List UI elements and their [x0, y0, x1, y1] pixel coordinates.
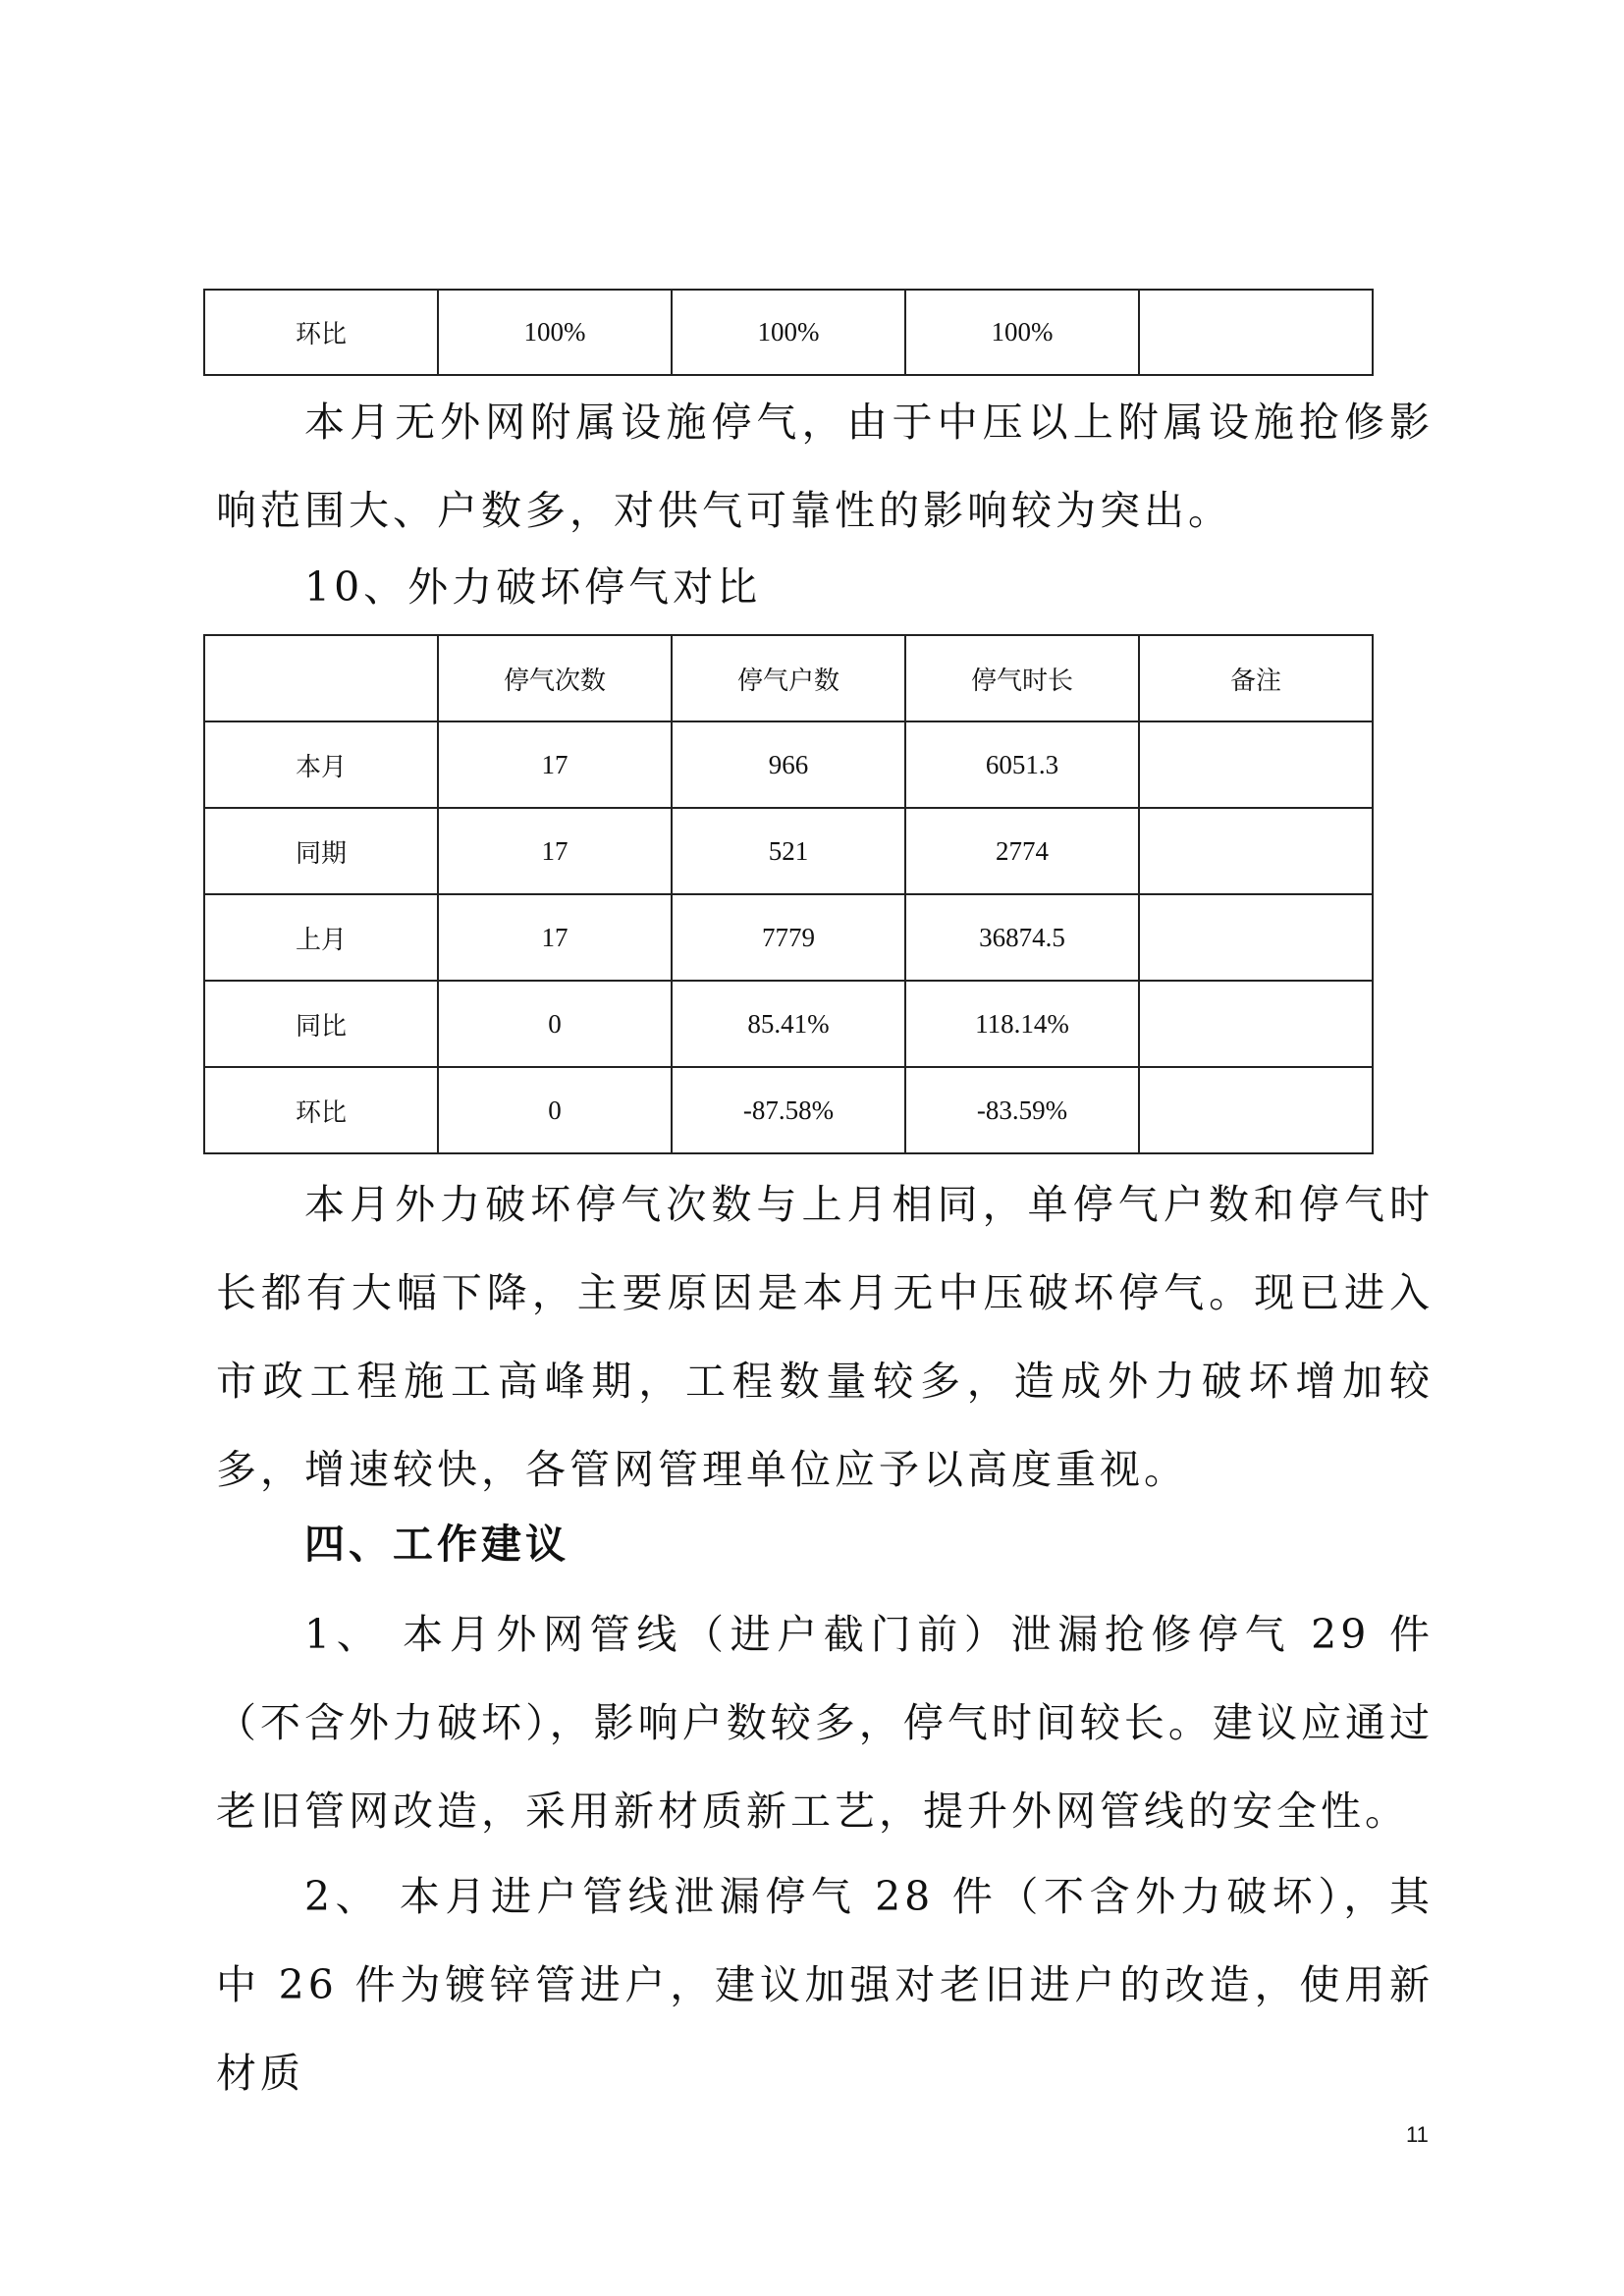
table-row: [204, 290, 1373, 375]
table-row: [204, 1067, 1373, 1153]
table-cell: 17: [438, 894, 672, 981]
row-label: 同比: [204, 981, 438, 1067]
table-cell: 118.14%: [905, 981, 1139, 1067]
paragraph-external-damage-analysis: 本月外力破坏停气次数与上月相同，单停气户数和停气时长都有大幅下降，主要原因是本月无中压破坏停气。现已进入市政工程施工高峰期，工程数量较多，造成外力破坏增加较多，增速较快，各管网管理单位应予以高度重视。: [216, 1181, 1434, 1493]
table-header-row: [204, 635, 1373, 721]
table-row: [204, 981, 1373, 1067]
column-header: 备注: [1139, 635, 1373, 721]
section-heading-external-damage: 10、外力破坏停气对比: [304, 563, 762, 611]
row-label: 上月: [204, 894, 438, 981]
column-header: [204, 635, 438, 721]
column-header: 停气次数: [438, 635, 672, 721]
section-heading-work-suggestions: 四、工作建议: [304, 1521, 569, 1568]
external-damage-table: [203, 634, 1374, 1154]
table-cell: [1139, 290, 1373, 375]
ring-ratio-table: [203, 289, 1374, 376]
table-row: [204, 894, 1373, 981]
table-row: [204, 808, 1373, 894]
table-cell: [1139, 808, 1373, 894]
table-cell: 6051.3: [905, 721, 1139, 808]
table-cell: -83.59%: [905, 1067, 1139, 1153]
table-cell: 7779: [672, 894, 905, 981]
row-label: 同期: [204, 808, 438, 894]
table-cell: 521: [672, 808, 905, 894]
table-cell: [1139, 721, 1373, 808]
row-label: 环比: [204, 1067, 438, 1153]
table-cell: 0: [438, 1067, 672, 1153]
table-row: [204, 721, 1373, 808]
table-cell: 17: [438, 721, 672, 808]
table-cell: [1139, 981, 1373, 1067]
suggestion-2: 2、 本月进户管线泄漏停气 28 件（不含外力破坏），其中 26 件为镀锌管进户，建议加强对老旧进户的改造，使用新材质: [216, 1873, 1434, 2097]
table-cell: 100%: [438, 290, 672, 375]
table-cell: [1139, 1067, 1373, 1153]
paragraph-attached-facilities: 本月无外网附属设施停气，由于中压以上附属设施抢修影响范围大、户数多，对供气可靠性的影响较为突出。: [216, 399, 1434, 534]
column-header: 停气户数: [672, 635, 905, 721]
table-cell: 36874.5: [905, 894, 1139, 981]
table-cell: -87.58%: [672, 1067, 905, 1153]
table-cell: 2774: [905, 808, 1139, 894]
table-cell: 100%: [672, 290, 905, 375]
table-cell: 966: [672, 721, 905, 808]
page-number: 11: [1406, 2122, 1429, 2147]
table-cell: [1139, 894, 1373, 981]
table-cell: 85.41%: [672, 981, 905, 1067]
row-label: 本月: [204, 721, 438, 808]
table-cell: 0: [438, 981, 672, 1067]
table-cell: 17: [438, 808, 672, 894]
suggestion-1: 1、 本月外网管线（进户截门前）泄漏抢修停气 29 件（不含外力破坏），影响户数较多，停气时间较长。建议应通过老旧管网改造，采用新材质新工艺，提升外网管线的安全性。: [216, 1611, 1434, 1835]
column-header: 停气时长: [905, 635, 1139, 721]
row-label: 环比: [204, 290, 438, 375]
table-cell: 100%: [905, 290, 1139, 375]
